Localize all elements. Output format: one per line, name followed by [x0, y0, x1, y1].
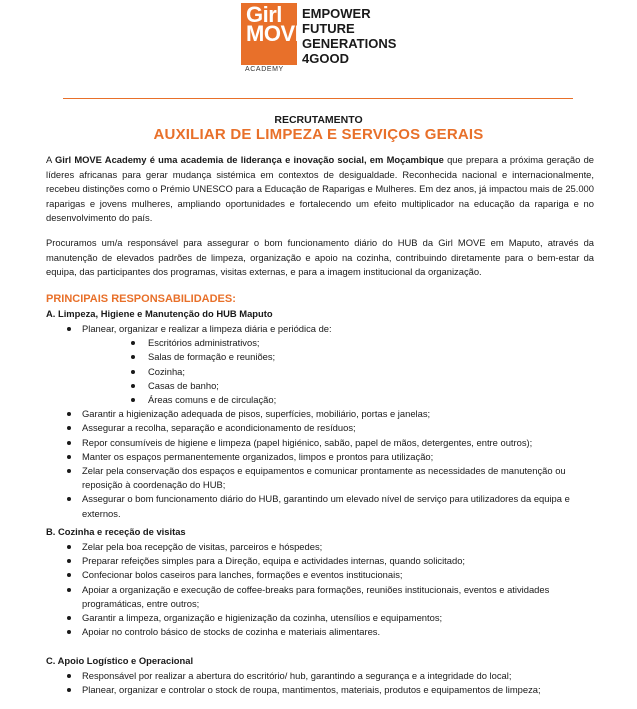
sublist-item: Salas de formação e reuniões; [128, 350, 594, 364]
areas-sublist [128, 336, 594, 407]
logo-academy-label: ACADEMY [245, 66, 284, 73]
list-item: Apoiar a organização e execução de coffee-breaks para formações, reuniões institucionais, eventos e atividades programáticas, entre outros; [64, 583, 594, 611]
intro-rest: que prepara a próxima geração de líderes africanas para gerar mudança sistémica em contextos de desigualdade. Reconhecida nacional e internacionalmente, recebeu distinções como o Prémio UNESCO para a Educação de Raparigas e Mulheres. Em dez anos, já impactou mais de 25.000 raparigas e jovens mulheres, ampliando oportunidades e fortalecendo um efeito multiplicador na educação da rapariga e no desenvolvimento do país. [46, 154, 594, 224]
intro-paragraph-2: Procuramos um/a responsável para assegurar o bom funcionamento diário do HUB da Girl MOVE em Maputo, através da manutenção de elevados padrões de limpeza, organização e apoio na cozinha, contribuindo diretamente para o bem-estar da equipa, das participantes dos programas, visitas externas, e para a imagem institucional da organização. [46, 237, 594, 278]
girl-move-logo [241, 2, 309, 65]
list-item: Garantir a higienização adequada de pisos, superfícies, mobiliário, portas e janelas; [64, 407, 594, 421]
sublist-item: Cozinha; [128, 365, 594, 379]
section-c-title: C. Apoio Logístico e Operacional [46, 655, 194, 666]
tagline-line: 4GOOD [302, 51, 349, 66]
list-item: Zelar pela conservação dos espaços e equipamentos e comunicar prontamente as necessidades de manutenção ou reposição à coordenação do HUB; [64, 464, 594, 492]
section-a-title: A. Limpeza, Higiene e Manutenção do HUB Maputo [46, 308, 273, 319]
list-item: Assegurar a recolha, separação e acondicionamento de resíduos; [64, 421, 594, 435]
list-item: Planear, organizar e controlar o stock de roupa, mantimentos, materiais, produtos e equipamentos de limpeza; [64, 683, 594, 697]
sublist-item: Casas de banho; [128, 379, 594, 393]
list-item: Confecionar bolos caseiros para lanches, formações e eventos institucionais; [64, 568, 594, 582]
list-item: Responsável por realizar a abertura do escritório/ hub, garantindo a segurança e a integridade do local; [64, 669, 594, 683]
list-item: Repor consumíveis de higiene e limpeza (papel higiénico, sabão, papel de mãos, detergentes, entre outros); [64, 436, 594, 450]
tagline-line: EMPOWER [302, 6, 371, 21]
intro-paragraph-1 [46, 153, 594, 226]
intro-prefix: A [46, 154, 55, 165]
responsibilities-heading: PRINCIPAIS RESPONSABILIDADES: [46, 293, 236, 305]
section-a-list [64, 322, 594, 521]
header-divider [63, 98, 573, 99]
tagline-line: GENERATIONS [302, 36, 397, 51]
list-item: Apoiar no controlo básico de stocks de cozinha e materiais alimentares. [64, 625, 594, 639]
logo-line-1: Girl [246, 2, 282, 27]
tagline [302, 6, 396, 66]
section-c-list [64, 669, 594, 697]
logo-line-2: MOVE [246, 21, 309, 46]
list-item: Garantir a limpeza, organização e higienização da cozinha, utensílios e equipamentos; [64, 611, 594, 625]
list-item: Assegurar o bom funcionamento diário do HUB, garantindo um elevado nível de serviço para utilizadores da equipa e externos. [64, 492, 594, 520]
list-item: Zelar pela boa recepção de visitas, parceiros e hóspedes; [64, 540, 594, 554]
section-b-title: B. Cozinha e receção de visitas [46, 526, 186, 537]
section-b-list [64, 540, 594, 639]
sublist-item: Escritórios administrativos; [128, 336, 594, 350]
list-item-text: Planear, organizar e realizar a limpeza diária e periódica de: [82, 323, 332, 334]
doc-title: AUXILIAR DE LIMPEZA E SERVIÇOS GERAIS [153, 126, 484, 143]
list-item [64, 322, 594, 407]
doc-kicker: RECRUTAMENTO [274, 114, 363, 126]
intro-bold: Girl MOVE Academy é uma academia de liderança e inovação social, em Moçambique [54, 154, 444, 165]
list-item: Manter os espaços permanentemente organizados, limpos e prontos para utilização; [64, 450, 594, 464]
list-item: Preparar refeições simples para a Direção, equipa e actividades internas, quando solicitado; [64, 554, 594, 568]
tagline-line: FUTURE [302, 21, 355, 36]
sublist-item: Áreas comuns e de circulação; [128, 393, 594, 407]
